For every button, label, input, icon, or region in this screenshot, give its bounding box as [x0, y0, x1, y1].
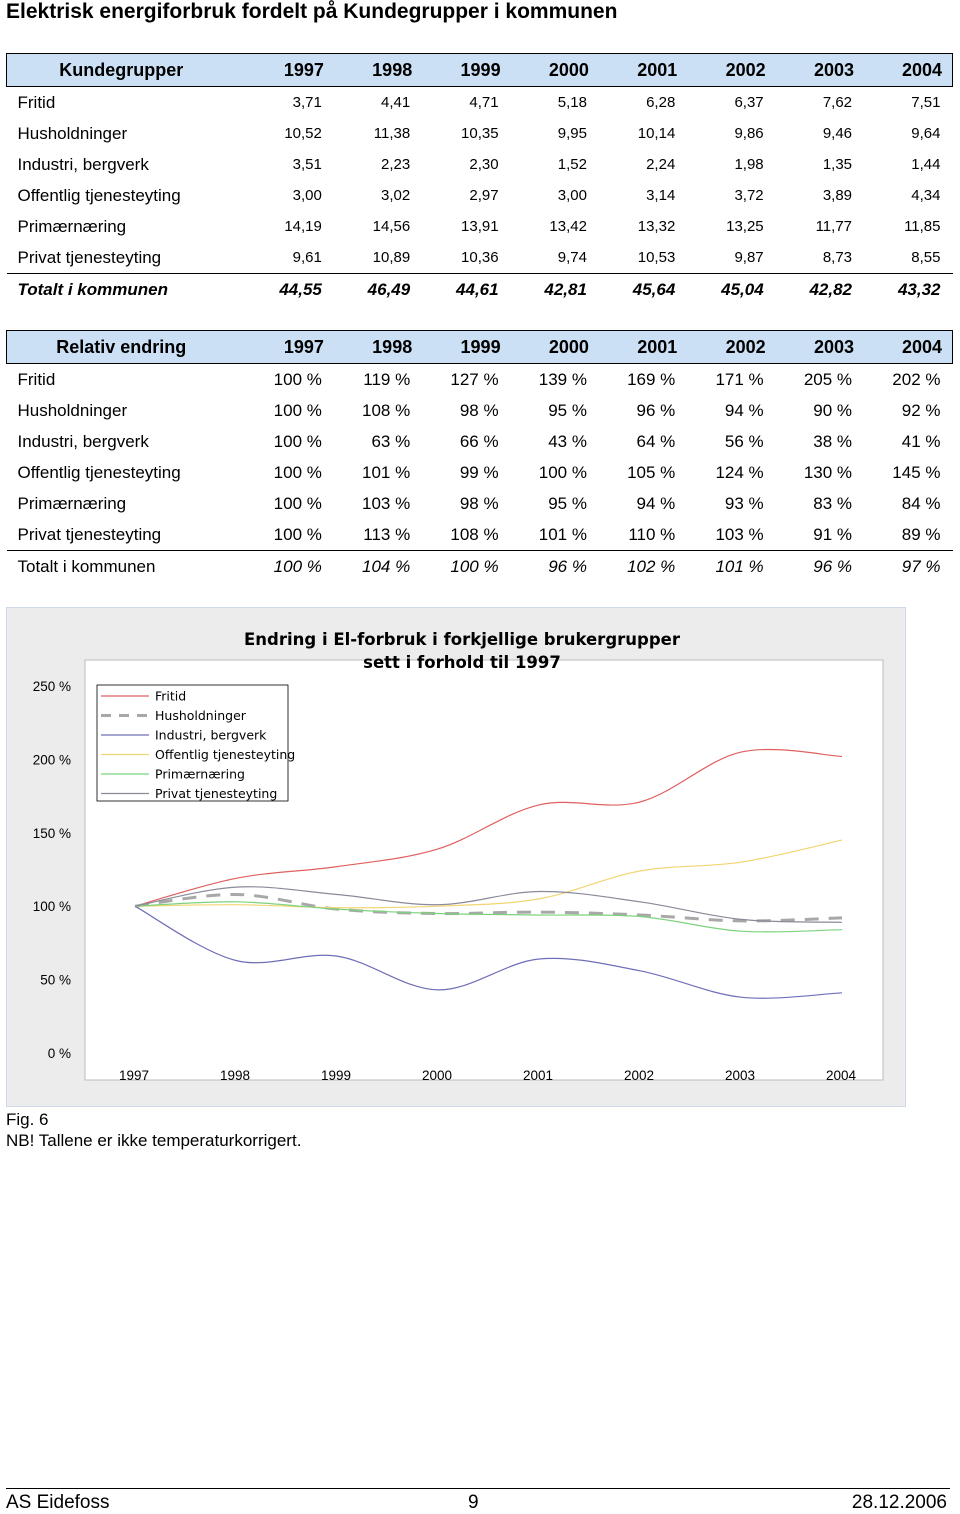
row-label: Primærnæring [17, 493, 127, 513]
table-header-year: 2002 [687, 54, 775, 87]
table-cell: 9,64 [911, 125, 941, 142]
footer-page-number: 9 [468, 1492, 479, 1513]
y-tick-label: 200 % [32, 752, 71, 768]
table-row [7, 364, 953, 396]
consumption-table [6, 53, 953, 305]
table-cell: 95 % [548, 400, 587, 420]
table-cell: 99 % [459, 462, 499, 482]
table-cell: 1,52 [557, 156, 587, 173]
legend-label: Primærnæring [155, 766, 245, 782]
footer-date: 28.12.2006 [851, 1492, 947, 1513]
table-cell: 100 % [273, 400, 322, 420]
chart-title-line-1: Endring i El-forbruk i forkjellige brukergrupper [244, 630, 680, 649]
table-cell: 10,89 [334, 242, 422, 274]
table-cell: 42,82 [809, 279, 853, 299]
table-cell: 94 % [724, 400, 764, 420]
row-label: Privat tjenesteyting [7, 519, 246, 551]
legend [97, 685, 295, 801]
table-cell: 10,36 [422, 242, 510, 274]
table-cell: 96 % [548, 556, 587, 576]
x-tick-label: 2004 [825, 1068, 857, 1083]
table-cell: 171 % [715, 369, 764, 389]
x-tick-label: 2002 [623, 1068, 655, 1083]
table-header-year: 2001 [599, 331, 687, 364]
table-cell: 94 % [636, 493, 676, 513]
table-row [7, 395, 953, 426]
table-cell: 45,64 [632, 279, 676, 299]
table-row [7, 242, 953, 274]
table-cell: 13,32 [637, 218, 676, 235]
table-cell: 96 % [813, 556, 853, 576]
legend-box [97, 685, 288, 801]
x-tick-label: 1998 [219, 1068, 251, 1083]
table-cell: 66 % [459, 431, 499, 451]
y-tick-label: 250 % [32, 679, 71, 694]
table-cell: 13,91 [461, 218, 499, 235]
table-cell: 8,55 [864, 242, 952, 274]
row-label: Fritid [17, 369, 56, 389]
table-cell: 3,00 [292, 187, 322, 204]
table-cell: 205 % [803, 369, 853, 389]
table-cell: 1,35 [822, 156, 853, 173]
table-cell: 13,42 [549, 218, 587, 235]
row-label: Totalt i kommunen [17, 279, 168, 299]
table-cell: 91 % [776, 519, 864, 551]
row-label: Husholdninger [17, 400, 128, 420]
table-cell: 3,14 [646, 187, 676, 204]
table-header-year: 1997 [246, 54, 334, 87]
table-cell: 90 % [813, 400, 853, 420]
table-header-year: 2003 [776, 331, 864, 364]
table-cell: 56 % [724, 431, 764, 451]
table-cell: 9,86 [734, 125, 764, 142]
table-cell: 2,23 [381, 156, 411, 173]
table-header-label: Relativ endring [7, 331, 246, 364]
table-cell: 95 % [548, 493, 587, 513]
table-header-year: 1997 [246, 331, 334, 364]
table-cell: 100 % [538, 462, 587, 482]
table-cell: 4,41 [381, 94, 411, 111]
row-label: Privat tjenesteyting [7, 242, 246, 274]
table-cell: 64 % [636, 431, 676, 451]
table-cell: 100 % [273, 369, 322, 389]
table-cell: 101 % [362, 462, 411, 482]
row-label: Offentlig tjenesteyting [17, 462, 181, 482]
line-chart [7, 608, 905, 1106]
row-label: Fritid [17, 92, 56, 112]
legend-label: Offentlig tjenesteyting [155, 747, 296, 762]
table-cell: 202 % [892, 369, 941, 389]
table-cell: 63 % [371, 431, 411, 451]
relative-change-table [6, 330, 953, 582]
table-cell: 4,34 [911, 187, 941, 204]
table-cell: 97 % [901, 556, 941, 576]
row-label: Primærnæring [17, 216, 127, 236]
y-tick-label: 150 % [32, 825, 71, 841]
table-cell: 139 % [538, 369, 587, 389]
x-tick-label: 1999 [320, 1068, 352, 1083]
table-cell: 92 % [901, 400, 941, 420]
x-tick-label: 1997 [118, 1068, 150, 1083]
table-row [7, 87, 953, 119]
row-label: Offentlig tjenesteyting [17, 185, 181, 205]
table-cell: 3,89 [822, 187, 853, 204]
table-row [7, 519, 953, 551]
table-cell: 119 % [363, 369, 411, 389]
x-tick-label: 2000 [421, 1068, 453, 1083]
table-header-year: 2002 [687, 331, 775, 364]
y-tick-label: 100 % [32, 899, 71, 915]
table-cell: 6,37 [734, 94, 764, 111]
table-row [7, 457, 953, 488]
x-tick-label: 2003 [724, 1068, 756, 1083]
table-cell: 3,02 [381, 187, 411, 204]
table-cell: 100 % [273, 556, 322, 576]
table-cell: 45,04 [721, 279, 764, 299]
table-cell: 14,19 [284, 218, 322, 235]
table-cell: 44,55 [279, 279, 322, 299]
note-text: NB! Tallene er ikke temperaturkorrigert. [6, 1131, 302, 1150]
table-cell: 100 % [273, 431, 322, 451]
table-cell: 98 % [459, 493, 499, 513]
table-row [7, 274, 953, 306]
table-cell: 3,71 [292, 94, 322, 111]
table-cell: 89 % [864, 519, 952, 551]
table-cell: 127 % [450, 369, 499, 389]
table-row [7, 551, 953, 583]
table-header-year: 1999 [422, 331, 510, 364]
table-row [7, 211, 953, 242]
chart-title-line-2: sett i forhold til 1997 [363, 653, 561, 672]
footer-company: AS Eidefoss [6, 1492, 110, 1513]
table-cell: 169 % [627, 369, 676, 389]
table-cell: 41 % [901, 431, 941, 451]
table-cell: 3,00 [557, 187, 587, 204]
table-cell: 93 % [724, 493, 764, 513]
chart-title [237, 628, 687, 674]
table-row [7, 149, 953, 180]
row-label: Totalt i kommunen [17, 556, 156, 576]
table-header-year: 1998 [334, 54, 422, 87]
table-cell: 98 % [459, 400, 499, 420]
table-cell: 10,53 [599, 242, 687, 274]
table-cell: 14,56 [372, 218, 411, 235]
table-cell: 2,24 [646, 156, 676, 173]
table-cell: 9,95 [557, 125, 587, 142]
table-cell: 6,28 [646, 94, 676, 111]
table-cell: 7,62 [822, 94, 853, 111]
table-cell: 7,51 [911, 94, 941, 111]
table-cell: 10,52 [284, 125, 322, 142]
table-cell: 1,98 [734, 156, 764, 173]
table-header-year: 2003 [776, 54, 864, 87]
table-cell: 100 % [450, 556, 499, 576]
table-cell: 145 % [892, 462, 941, 482]
table-header-year: 2004 [864, 331, 952, 364]
table-cell: 101 % [511, 519, 599, 551]
table-cell: 4,71 [469, 94, 499, 111]
table-cell: 5,18 [557, 94, 587, 111]
table-cell: 108 % [362, 400, 411, 420]
table-header-year: 2000 [511, 54, 599, 87]
table-header-year: 1999 [422, 54, 510, 87]
table-cell: 101 % [715, 556, 764, 576]
table-header-year: 2001 [599, 54, 687, 87]
table-cell: 100 % [273, 462, 322, 482]
table-cell: 104 % [362, 556, 411, 576]
legend-label: Industri, bergverk [155, 727, 267, 743]
table-cell: 2,97 [469, 187, 499, 204]
table-cell: 9,87 [687, 242, 775, 274]
row-label: Industri, bergverk [17, 431, 149, 451]
page-title: Elektrisk energiforbruk fordelt på Kundegrupper i kommunen [6, 0, 618, 23]
y-tick-label: 0 % [47, 1046, 71, 1061]
table-cell: 11,77 [815, 218, 853, 235]
table-header-year: 2000 [511, 331, 599, 364]
table-cell: 108 % [422, 519, 510, 551]
row-label: Industri, bergverk [17, 154, 149, 174]
table-cell: 103 % [687, 519, 775, 551]
table-cell: 9,74 [511, 242, 599, 274]
table-header-year: 2004 [864, 54, 952, 87]
table-cell: 2,30 [469, 156, 499, 173]
table-cell: 11,38 [373, 125, 411, 142]
table-cell: 43 % [548, 431, 587, 451]
table-cell: 13,25 [726, 218, 764, 235]
chart-container [6, 607, 906, 1107]
table-cell: 8,73 [776, 242, 864, 274]
footer-rule [6, 1488, 950, 1489]
table-header-year: 1998 [334, 331, 422, 364]
table-cell: 102 % [627, 556, 676, 576]
x-tick-label: 2001 [522, 1068, 554, 1083]
table-cell: 3,51 [292, 156, 322, 173]
table-cell: 100 % [246, 519, 334, 551]
table-cell: 84 % [901, 493, 941, 513]
figure-label: Fig. 6 [6, 1110, 49, 1129]
legend-label: Privat tjenesteyting [155, 786, 278, 801]
table-row [7, 118, 953, 149]
table-cell: 110 % [599, 519, 687, 551]
table-cell: 1,44 [911, 156, 941, 173]
table-cell: 44,61 [456, 279, 499, 299]
row-label: Husholdninger [17, 123, 128, 143]
legend-label: Husholdninger [155, 708, 246, 723]
table-cell: 10,14 [637, 125, 676, 142]
table-cell: 46,49 [367, 279, 411, 299]
table-cell: 124 % [715, 462, 764, 482]
table-cell: 96 % [636, 400, 676, 420]
table-cell: 9,61 [246, 242, 334, 274]
y-tick-label: 50 % [40, 972, 71, 988]
table-cell: 9,46 [822, 125, 853, 142]
table-cell: 11,85 [904, 218, 941, 235]
table-cell: 103 % [362, 493, 411, 513]
table-row [7, 426, 953, 457]
table-cell: 38 % [813, 431, 853, 451]
table-header-label: Kundegrupper [7, 54, 246, 87]
table-row [7, 180, 953, 211]
legend-label: Fritid [155, 688, 187, 704]
table-cell: 113 % [334, 519, 422, 551]
table-cell: 105 % [627, 462, 676, 482]
table-cell: 130 % [803, 462, 853, 482]
table-cell: 3,72 [734, 187, 764, 204]
table-cell: 100 % [273, 493, 322, 513]
table-cell: 42,81 [544, 279, 587, 299]
table-cell: 83 % [813, 493, 853, 513]
table-cell: 10,35 [461, 125, 499, 142]
table-cell: 43,32 [897, 279, 941, 299]
table-row [7, 488, 953, 519]
